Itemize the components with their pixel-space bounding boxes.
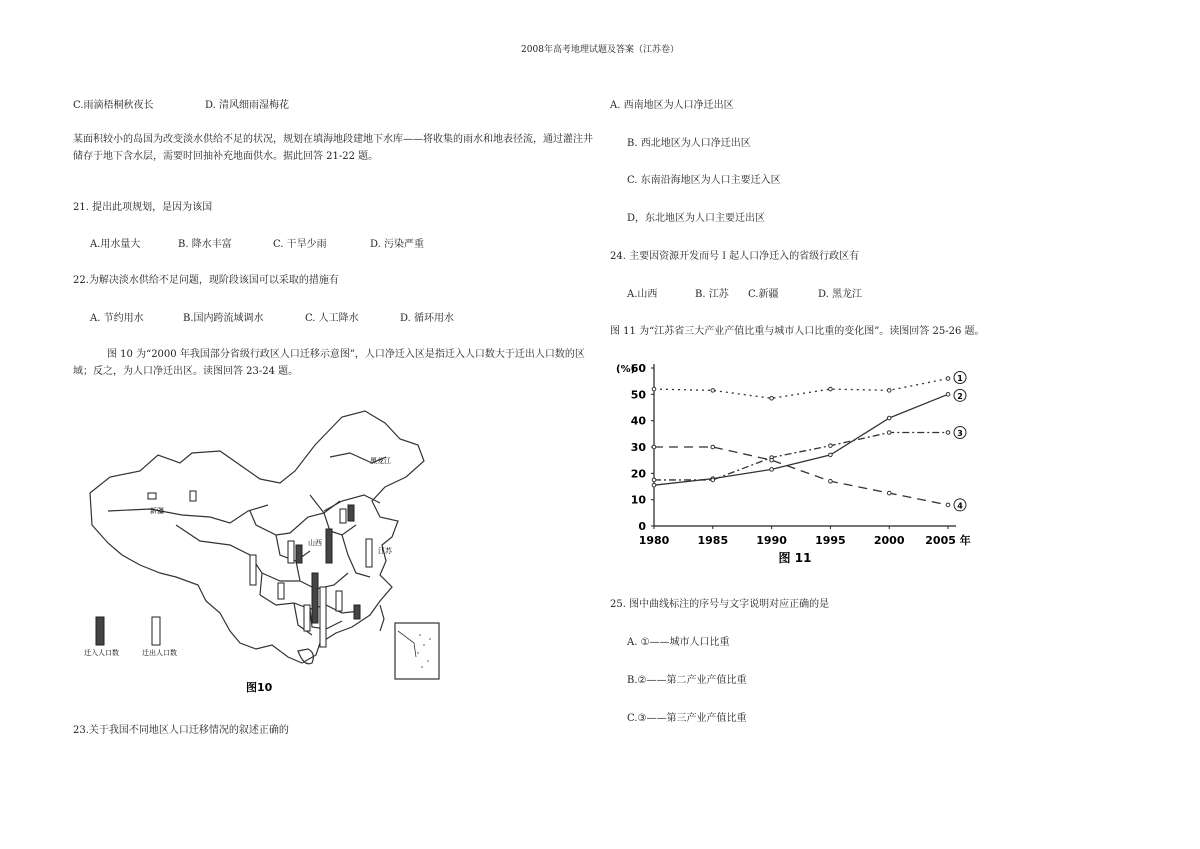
data-point	[829, 453, 833, 457]
series-line-1	[654, 379, 948, 399]
passage-25-26: 图 11 为“江苏省三大产业产值比重与城市人口比重的变化图”。读图回答 25-26 题。	[610, 326, 985, 337]
q24-option-b: B. 江苏	[695, 289, 729, 300]
q21-option-d: D. 污染严重	[370, 239, 425, 250]
y-tick-label: 30	[630, 441, 646, 454]
q22-option-a: A. 节约用水	[90, 313, 144, 324]
data-point	[887, 431, 891, 435]
q22-option-c: C. 人工降水	[305, 313, 359, 324]
data-point	[829, 479, 833, 483]
x-tick-label: 2005 年	[925, 534, 971, 547]
nanhai-inset	[395, 623, 439, 679]
series-line-3	[654, 433, 948, 480]
chart-caption: 图 11	[778, 551, 812, 565]
label-jiangsu: 江苏	[378, 547, 392, 555]
x-tick-label: 1990	[756, 534, 787, 547]
data-point	[946, 393, 950, 397]
data-point	[946, 503, 950, 507]
series-label: 4	[957, 501, 963, 511]
q25-option-c: C.③——第三产业产值比重	[627, 713, 747, 724]
q22-option-b: B.国内跨流域调水	[183, 313, 264, 324]
industry-urbanization-chart	[612, 356, 992, 578]
china-outline	[90, 411, 424, 663]
data-point	[652, 478, 656, 482]
y-tick-label: 0	[638, 520, 646, 533]
q23-option-c: C. 东南沿海地区为人口主要迁入区	[627, 175, 781, 186]
q24-stem: 24. 主要因资源开发而号Ｉ起人口净迁入的省级行政区有	[610, 251, 860, 262]
y-tick-label: 40	[630, 414, 646, 428]
q20-option-c: C.雨滴梧桐秋夜长	[73, 100, 154, 111]
q23-option-a: A. 西南地区为人口净迁出区	[610, 100, 734, 111]
q21-option-b: B. 降水丰富	[178, 239, 232, 250]
legend-out: 迁出人口数	[142, 649, 177, 657]
q25-stem: 25. 图中曲线标注的序号与文字说明对应正确的是	[610, 599, 830, 610]
data-point	[652, 445, 656, 449]
q25-option-a: A. ①——城市人口比重	[627, 637, 730, 648]
q22-stem: 22.为解决淡水供给不足问题，现阶段该国可以采取的措施有	[73, 275, 339, 286]
data-point	[770, 458, 774, 462]
series-label: 3	[957, 429, 963, 439]
q24-option-d: D. 黑龙江	[818, 289, 863, 300]
legend-in: 迁入人口数	[84, 649, 119, 657]
data-point	[829, 444, 833, 448]
data-point	[887, 389, 891, 393]
label-shanxi: 山西	[308, 539, 322, 547]
data-point	[887, 416, 891, 420]
q22-option-d: D. 循环用水	[400, 313, 455, 324]
x-tick-label: 1995	[815, 534, 846, 547]
data-point	[711, 478, 715, 482]
label-xinjiang: 新疆	[150, 507, 164, 515]
series-label: 2	[957, 391, 963, 401]
q23-option-d: D，东北地区为人口主要迁出区	[627, 213, 766, 224]
y-tick-label: 10	[630, 493, 646, 507]
series-line-4	[654, 447, 948, 505]
data-point	[770, 468, 774, 472]
q24-option-a: A.山西	[627, 289, 658, 300]
q21-stem: 21. 提出此项规划，是因为该国	[73, 202, 213, 213]
y-tick-label: 20	[630, 467, 646, 481]
page-title: 2008年高考地理试题及答案（江苏卷）	[521, 45, 679, 55]
passage-21-22: 某面积较小的岛国为改变淡水供给不足的状况，规划在填海地段建地下水库——将收集的雨水和地表径流，通过灌注井储存于地下含水层，需要时回抽补充地面供水。据此回答 21-22 题。	[73, 134, 593, 162]
x-tick-label: 1980	[638, 534, 670, 547]
data-point	[652, 483, 656, 487]
data-point	[711, 389, 715, 393]
data-point	[652, 387, 656, 391]
q23-stem: 23.关于我国不同地区人口迁移情况的叙述正确的	[73, 725, 289, 736]
data-point	[946, 377, 950, 381]
data-point	[829, 387, 833, 391]
y-tick-label: 50	[630, 388, 646, 402]
data-point	[946, 431, 950, 435]
passage-23-24: 图 10 为“2000 年我国部分省级行政区人口迁移示意图”，人口净迁入区是指迁入人口数大于迁出人口数的区域；反之，为人口净迁出区。读图回答 23-24 题。	[73, 349, 585, 377]
q21-option-c: C. 干旱少雨	[273, 239, 327, 250]
q23-option-b: B. 西北地区为人口净迁出区	[627, 138, 751, 149]
x-tick-label: 1985	[697, 534, 729, 547]
y-unit: (%)	[616, 364, 636, 375]
y-tick-label: 60	[630, 362, 646, 375]
data-point	[711, 445, 715, 449]
series-line-2	[654, 394, 948, 485]
q24-option-c: C.新疆	[748, 289, 779, 300]
label-heilongjiang: 黑龙江	[370, 457, 391, 465]
map-caption: 图10	[246, 681, 273, 694]
x-tick-label: 2000	[873, 534, 905, 547]
data-point	[770, 396, 774, 400]
population-migration-map	[80, 405, 450, 700]
q21-option-a: A.用水量大	[90, 239, 141, 250]
series-label: 1	[957, 374, 963, 384]
q25-option-b: B.②——第二产业产值比重	[627, 675, 747, 686]
data-point	[887, 491, 891, 495]
q20-option-d: D. 清风细雨湿梅花	[205, 100, 290, 111]
